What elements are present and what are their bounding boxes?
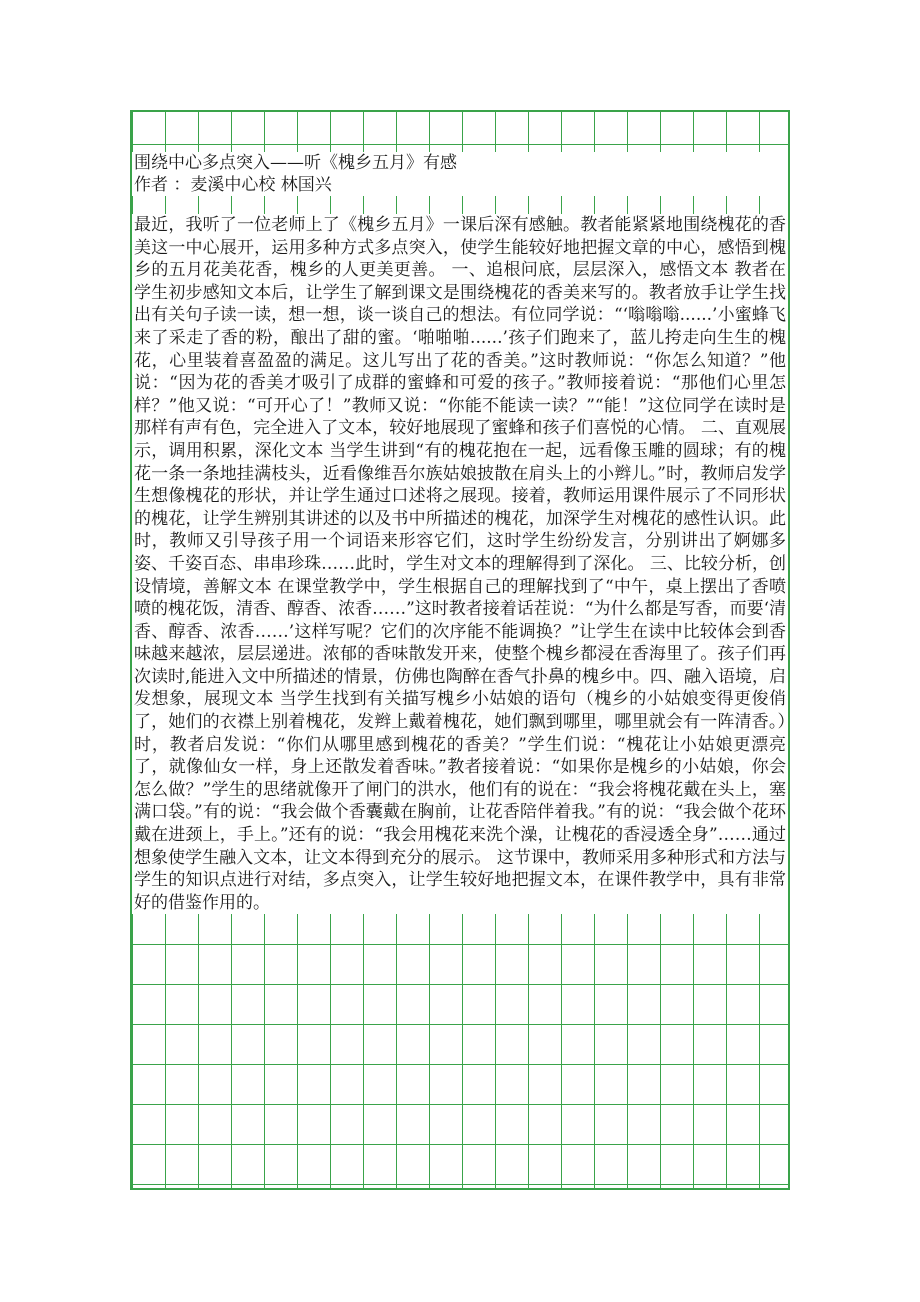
essay-body: 最近，我听了一位老师上了《槐乡五月》一课后深有感触。教者能紧紧地围绕槐花的香美这一中心展开，运用多种方式多点突入，使学生能较好地把握文章的中心，感悟到槐乡的五月花美花香，槐乡的人更美更善。 一、追根问底，层层深入，感悟文本 教者在学生初步感知文本后，让学生了解到课文是围绕槐花的香美来写的。教者放手让学生找出有关句子读一读，想一想，谈一谈自己的想法。有位同学说：“‘嗡嗡嗡......’小蜜蜂飞来了采走了香的粉，酿出了甜的蜜。‘啪啪啪......’孩子们跑来了，蓝儿挎走向生生的槐花，心里装着喜盈盈的满足。这儿写出了花的香美。”这时教师说：“你怎么知道？”他说：“因为花的香美才吸引了成群的蜜蜂和可爱的孩子。”教师接着说：“那他们心里怎样？”他又说：“可开心了！”教师又说：“你能不能读一读？”“能！”这位同学在读时是那样有声有色，完全进入了文本，较好地展现了蜜蜂和孩子们喜悦的心情。 二、直观展示，调用积累，深化文本 当学生讲到“有的槐花抱在一起，远看像玉雕的圆球；有的槐花一条一条地挂满枝头，近看像维吾尔族姑娘披散在肩头上的小辫儿。”时，教师启发学生想像槐花的形状，并让学生通过口述将之展现。接着，教师运用课件展示了不同形状的槐花，让学生辨别其讲述的以及书中所描述的槐花，加深学生对槐花的感性认识。此时，教师又引导孩子用一个词语来形容它们，这时学生纷纷发言，分别讲出了婀娜多姿、千姿百态、串串珍珠……此时，学生对文本的理解得到了深化。 三、比较分析，创设情境，善解文本 在课堂教学中，学生根据自己的理解找到了“中午，桌上摆出了香喷喷的槐花饭，清香、醇香、浓香……”这时教者接着话茬说：“为什么都是写香，而要‘清香、醇香、浓香……’这样写呢？它们的次序能不能调换？”让学生在读中比较体会到香味越来越浓，层层递进。浓郁的香味散发开来，使整个槐乡都浸在香海里了。孩子们再次读时,能进入文中所描述的情景，仿佛也陶醉在香气扑鼻的槐乡中。四、融入语境，启发想象，展现文本 当学生找到有关描写槐乡小姑娘的语句（槐乡的小姑娘变得更俊俏了，她们的衣襟上别着槐花，发辫上戴着槐花，她们飘到哪里，哪里就会有一阵清香。）时，教者启发说：“你们从哪里感到槐花的香美？”学生们说：“槐花让小姑娘更漂亮了，就像仙女一样，身上还散发着香味。”教者接着说：“如果你是槐乡的小姑娘，你会怎么做？”学生的思绪就像开了闸门的洪水，他们有的说在：“我会将槐花戴在头上，塞满口袋。”有的说：“我会做个香囊戴在胸前，让花香陪伴着我。”有的说：“我会做个花环戴在进颈上，手上。”还有的说：“我会用槐花来洗个澡，让槐花的香浸透全身”……通过想象使学生融入文本，让文本得到充分的展示。 这节课中，教师采用多种形式和方法与学生的知识点进行对结，多点突入，让学生较好地把握文本，在课件教学中，具有非常好的借鉴作用的。 — [134, 215, 786, 913]
grid-paper — [130, 110, 790, 1190]
document-title: 围绕中心多点突入——听《槐乡五月》有感 — [132, 152, 788, 174]
author-line: 作者 ：麦溪中心校 林国兴 — [132, 174, 788, 196]
spacer — [132, 196, 788, 214]
document-content — [132, 152, 788, 914]
